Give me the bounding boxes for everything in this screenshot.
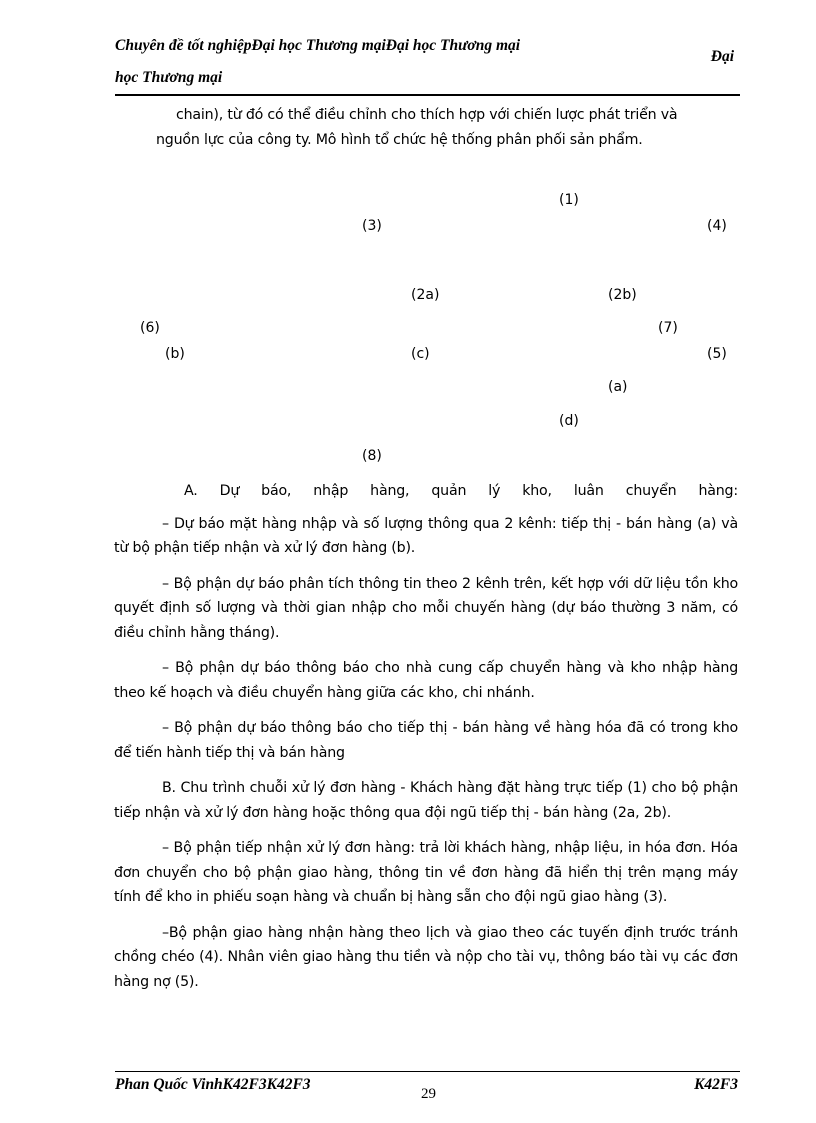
footer-divider bbox=[115, 1071, 740, 1072]
diagram-label-5: (5) bbox=[707, 346, 727, 362]
section-b-paragraph-1: B. Chu trình chuỗi xử lý đơn hàng - Khách hàng đặt hàng trực tiếp (1) cho bộ phận tiếp nhận và xử lý đơn hàng hoặc thông qua đội ngũ tiếp thị - bán hàng (2a, 2b). bbox=[114, 780, 738, 821]
header-title: Chuyên đề tốt nghiệpĐại học Thương mạiĐại học Thương mại bbox=[115, 37, 521, 54]
diagram-label-8: (8) bbox=[362, 448, 382, 464]
header-title-continued: học Thương mại bbox=[115, 69, 223, 86]
header-title-right: Đại bbox=[710, 48, 734, 65]
diagram-label-c: (c) bbox=[411, 346, 430, 362]
body-content bbox=[114, 479, 738, 1005]
page-header-left bbox=[115, 30, 635, 94]
heading-word: quản bbox=[431, 483, 467, 499]
heading-word: kho, bbox=[522, 483, 552, 499]
heading-word: hàng, bbox=[370, 483, 410, 499]
section-a-paragraph-4: – Bộ phận dự báo thông báo cho tiếp thị - bán hàng về hàng hóa đã có trong kho để tiến hành tiếp thị và bán hàng bbox=[114, 720, 738, 761]
section-a-paragraph-2: – Bộ phận dự báo phân tích thông tin theo 2 kênh trên, kết hợp với dữ liệu tồn kho quyết định số lượng và thời gian nhập cho mỗi chuyến hàng (dự báo thường 3 năm, có điều chỉnh hằng tháng). bbox=[114, 575, 738, 641]
diagram-label-1: (1) bbox=[559, 192, 579, 208]
heading-word: chuyển bbox=[625, 483, 677, 499]
section-a-heading bbox=[114, 479, 738, 504]
diagram-label-2a: (2a) bbox=[411, 287, 440, 303]
diagram-label-3: (3) bbox=[362, 218, 382, 234]
diagram-label-b: (b) bbox=[165, 346, 185, 362]
heading-word: A. bbox=[184, 483, 198, 499]
diagram-label-4: (4) bbox=[707, 218, 727, 234]
diagram-label-2b: (2b) bbox=[608, 287, 637, 303]
footer-class-code: K42F3 bbox=[694, 1076, 738, 1093]
diagram-label-7: (7) bbox=[658, 320, 678, 336]
intro-line-1: chain), từ đó có thể điều chỉnh cho thích hợp với chiến lược phát triển và bbox=[176, 107, 678, 123]
section-a-paragraph-3: – Bộ phận dự báo thông báo cho nhà cung cấp chuyển hàng và kho nhập hàng theo kế hoạch và điều chuyển hàng giữa các kho, chi nhánh. bbox=[114, 660, 738, 701]
footer-author: Phan Quốc VinhK42F3K42F3 bbox=[115, 1076, 311, 1093]
page-number: 29 bbox=[421, 1086, 436, 1102]
heading-word: luân bbox=[573, 483, 604, 499]
heading-word: Dự bbox=[219, 483, 240, 499]
header-divider bbox=[115, 94, 740, 96]
diagram-label-a: (a) bbox=[608, 379, 628, 395]
heading-word: báo, bbox=[261, 483, 292, 499]
heading-word: lý bbox=[488, 483, 501, 499]
section-b-paragraph-3: –Bộ phận giao hàng nhận hàng theo lịch và giao theo các tuyến định trước tránh chồng chéo (4). Nhân viên giao hàng thu tiền và nộp cho tài vụ, thông báo tài vụ các đơn hàng nợ (5). bbox=[114, 924, 738, 990]
heading-word: hàng: bbox=[698, 483, 738, 499]
section-b-paragraph-2: – Bộ phận tiếp nhận xử lý đơn hàng: trả lời khách hàng, nhập liệu, in hóa đơn. Hóa đơn chuyển cho bộ phận giao hàng, thông tin về đơn hàng đã hiển thị trên mạng máy tính để kho in phiếu soạn hàng và chuẩn bị hàng sẵn cho đội ngũ giao hàng (3). bbox=[114, 840, 738, 905]
diagram-label-d: (d) bbox=[559, 413, 579, 429]
section-a-paragraph-1: – Dự báo mặt hàng nhập và số lượng thông qua 2 kênh: tiếp thị - bán hàng (a) và từ bộ phận tiếp nhận và xử lý đơn hàng (b). bbox=[114, 515, 738, 556]
diagram-label-6: (6) bbox=[140, 320, 160, 336]
intro-line-2: nguồn lực của công ty. Mô hình tổ chức hệ thống phân phối sản phẩm. bbox=[156, 131, 643, 148]
heading-word: nhập bbox=[313, 483, 349, 499]
intro-paragraph bbox=[114, 103, 738, 152]
